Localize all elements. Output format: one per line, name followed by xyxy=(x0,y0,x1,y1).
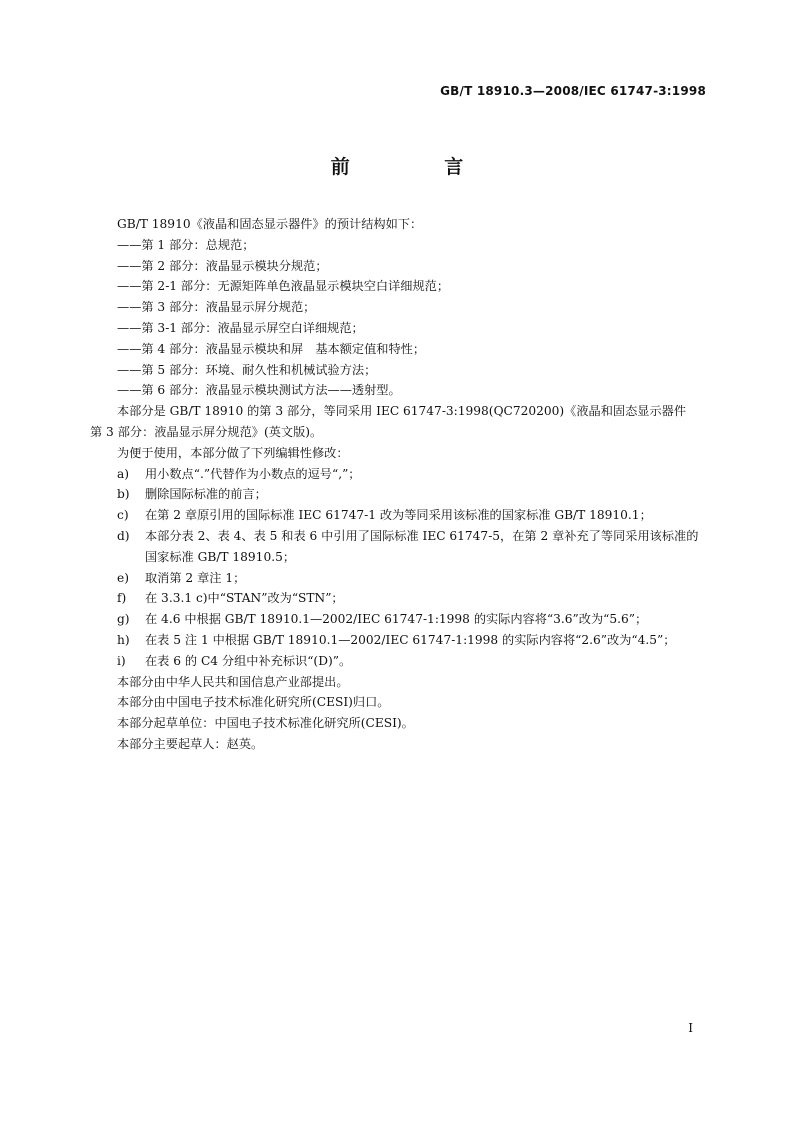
item-text: 在第 2 章原引用的国际标准 IEC 61747-1 改为等同采用该标准的国家标准 GB/T 18910.1； xyxy=(145,508,652,523)
list-item xyxy=(90,630,704,651)
item-text: 取消第 2 章注 1； xyxy=(145,570,246,585)
list-item xyxy=(90,464,704,485)
item-text: 本部分表 2、表 4、表 5 和表 6 中引用了国际标准 IEC 61747-5，在第 2 章补充了等同采用该标准的国家标准 GB/T 18910.5； xyxy=(145,528,699,564)
list-item: ——第 4 部分：液晶显示模块和屏 基本额定值和特性； xyxy=(117,341,426,356)
list-item: ——第 1 部分：总规范； xyxy=(117,237,255,252)
item-text: 在 4.6 中根据 GB/T 18910.1—2002/IEC 61747-1:1998 的实际内容将“3.6”改为“5.6”； xyxy=(145,612,648,627)
item-label: b) xyxy=(117,487,130,502)
item-label: d) xyxy=(117,528,130,543)
proposer-paragraph: 本部分由中华人民共和国信息产业部提出。 xyxy=(117,674,349,689)
item-label: h) xyxy=(117,632,130,647)
list-item xyxy=(90,526,704,568)
list-item: ——第 3 部分：液晶显示屏分规范； xyxy=(117,300,316,315)
changes-list xyxy=(90,464,704,672)
list-item xyxy=(90,568,704,589)
drafting-unit-paragraph: 本部分起草单位：中国电子技术标准化研究所(CESI)。 xyxy=(117,716,414,731)
list-item xyxy=(90,505,704,526)
list-item: ——第 2 部分：液晶显示模块分规范； xyxy=(117,258,328,273)
administrator-paragraph: 本部分由中国电子技术标准化研究所(CESI)归口。 xyxy=(117,695,390,710)
list-item: ——第 2-1 部分：无源矩阵单色液晶显示模块空白详细规范； xyxy=(117,279,450,294)
list-item: ——第 5 部分：环境、耐久性和机械试验方法； xyxy=(117,362,377,377)
page-title: 前 言 xyxy=(330,156,508,178)
item-text: 删除国际标准的前言； xyxy=(145,487,267,502)
item-text: 用小数点“.”代替作为小数点的逗号“,”； xyxy=(145,466,361,481)
drafters-paragraph: 本部分主要起草人：赵英。 xyxy=(117,736,264,751)
intro-paragraph: GB/T 18910《液晶和固态显示器件》的预计结构如下： xyxy=(117,217,423,231)
item-label: c) xyxy=(117,508,129,523)
parts-list xyxy=(90,235,704,401)
item-label: f) xyxy=(117,591,127,606)
item-text: 在表 6 的 C4 分组中补充标识“(D)”。 xyxy=(145,653,352,668)
item-text: 在表 5 注 1 中根据 GB/T 18910.1—2002/IEC 61747-1:1998 的实际内容将“2.6”改为“4.5”； xyxy=(145,632,676,647)
list-item xyxy=(90,588,704,609)
item-text: 在 3.3.1 c)中“STAN”改为“STN”； xyxy=(145,591,344,606)
item-label: i) xyxy=(117,653,126,668)
item-label: a) xyxy=(117,466,130,481)
item-label: e) xyxy=(117,570,129,585)
list-item: ——第 6 部分：液晶显示模块测试方法——透射型。 xyxy=(117,383,401,398)
list-item xyxy=(90,651,704,672)
adoption-paragraph: 本部分是 GB/T 18910 的第 3 部分，等同采用 IEC 61747-3:1998(QC720200)《液晶和固态显示器件 第 3 部分：液晶显示屏分规范》(英文版)。 xyxy=(90,404,699,439)
changes-intro: 为便于使用，本部分做了下列编辑性修改： xyxy=(117,445,349,460)
standard-number: GB/T 18910.3—2008/IEC 61747-3:1998 xyxy=(440,84,706,98)
list-item: ——第 3-1 部分：液晶显示屏空白详细规范； xyxy=(117,320,364,335)
page-number: I xyxy=(688,1021,693,1035)
list-item xyxy=(90,609,704,630)
preface-body xyxy=(90,214,704,755)
item-label: g) xyxy=(117,612,130,627)
list-item xyxy=(90,484,704,505)
